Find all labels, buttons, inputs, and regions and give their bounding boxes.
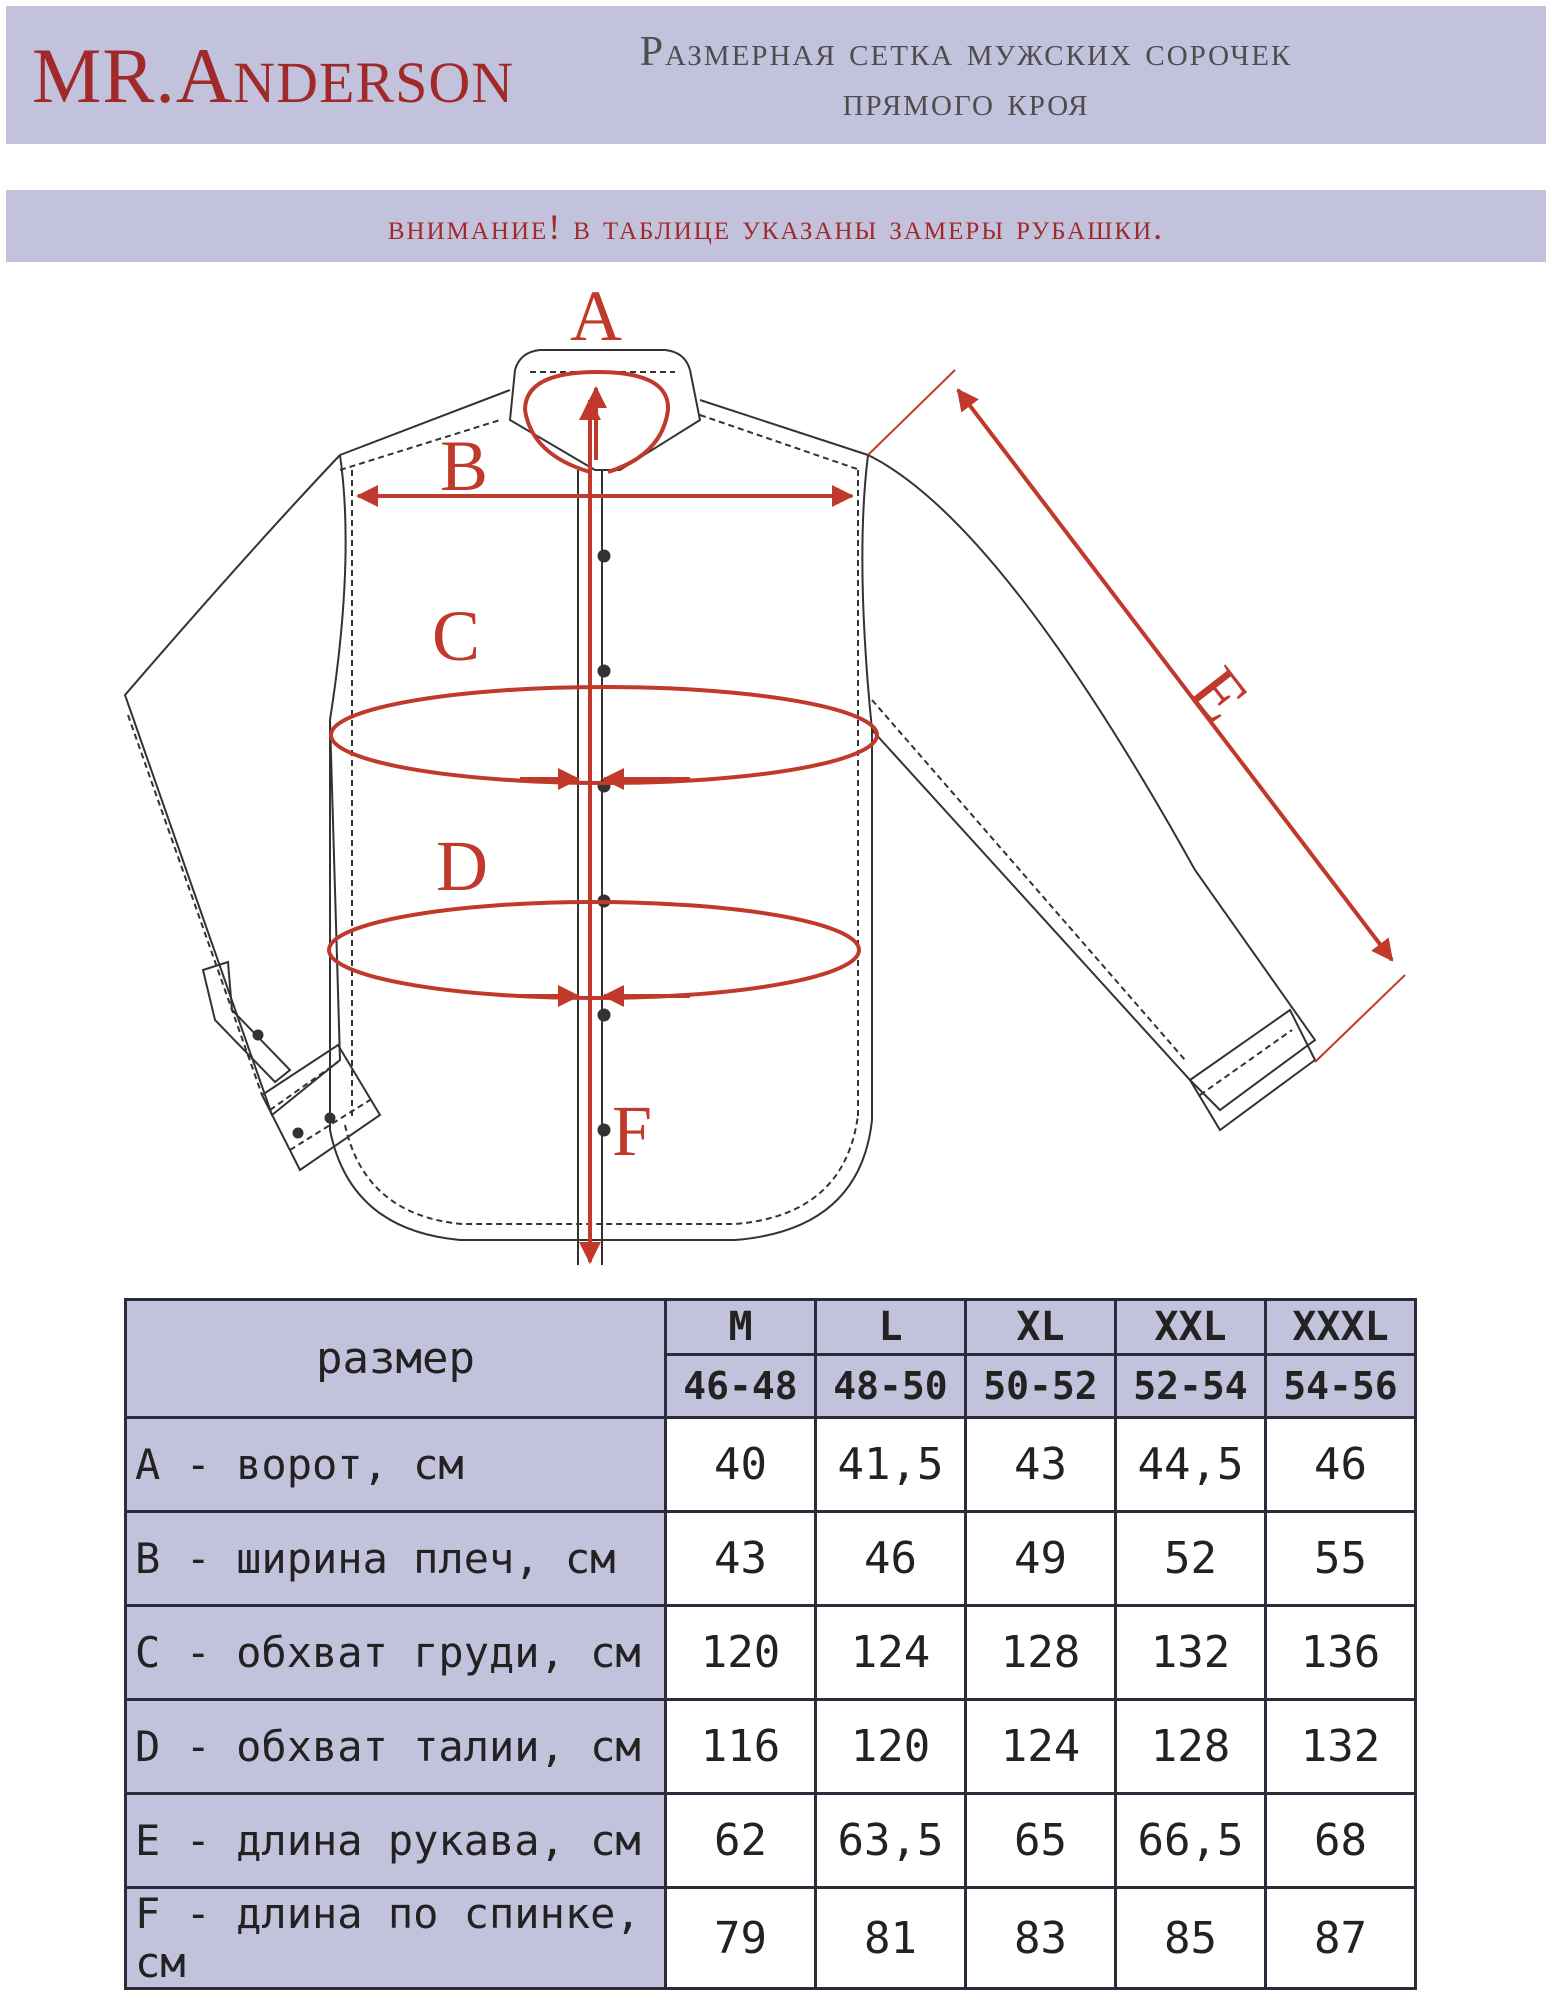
brand-name-rest: NDERSON [233, 50, 515, 115]
table-row [126, 1794, 1416, 1888]
size-code: L [816, 1300, 966, 1355]
table-cell: 46 [816, 1512, 966, 1606]
table-cell: 85 [1116, 1888, 1266, 1989]
table-cell: 120 [666, 1606, 816, 1700]
size-code: M [666, 1300, 816, 1355]
row-label: A - ворот, см [126, 1418, 666, 1512]
size-code: XXL [1116, 1300, 1266, 1355]
table-cell: 49 [966, 1512, 1116, 1606]
table-cell: 63,5 [816, 1794, 966, 1888]
table-row [126, 1512, 1416, 1606]
brand-dot: . [155, 32, 176, 119]
table-cell: 128 [1116, 1700, 1266, 1794]
measurement-labels [432, 276, 1264, 1171]
table-cell: 132 [1266, 1700, 1416, 1794]
size-range: 54-56 [1266, 1355, 1416, 1418]
row-label: D - обхват талии, см [126, 1700, 666, 1794]
row-label: E - длина рукава, см [126, 1794, 666, 1888]
measurement-marks [329, 370, 1405, 1262]
page-title-line-1: Размерная сетка мужских сорочек [639, 29, 1293, 75]
table-cell: 83 [966, 1888, 1116, 1989]
label-e: E [1174, 652, 1265, 737]
label-c: C [432, 596, 481, 676]
table-cell: 43 [966, 1418, 1116, 1512]
table-cell: 55 [1266, 1512, 1416, 1606]
table-cell: 136 [1266, 1606, 1416, 1700]
table-cell: 124 [816, 1606, 966, 1700]
table-cell: 62 [666, 1794, 816, 1888]
measure-d-waist [329, 902, 859, 998]
table-cell: 116 [666, 1700, 816, 1794]
shirt-outline [125, 350, 1315, 1265]
size-header: размер [126, 1300, 666, 1418]
size-range: 52-54 [1116, 1355, 1266, 1418]
size-table [124, 1298, 1417, 1990]
label-d: D [436, 826, 488, 906]
row-label: C - обхват груди, см [126, 1606, 666, 1700]
shirt-diagram [0, 270, 1552, 1290]
size-range: 48-50 [816, 1355, 966, 1418]
table-cell: 81 [816, 1888, 966, 1989]
measure-c-chest [331, 687, 877, 783]
row-label: B - ширина плеч, см [126, 1512, 666, 1606]
label-b: B [440, 426, 489, 506]
table-cell: 79 [666, 1888, 816, 1989]
size-code: XL [966, 1300, 1116, 1355]
size-code: XXXL [1266, 1300, 1416, 1355]
table-cell: 40 [666, 1418, 816, 1512]
brand-initial: A [175, 32, 234, 119]
brand-prefix: MR [32, 32, 156, 119]
table-cell: 132 [1116, 1606, 1266, 1700]
notice-band [6, 190, 1546, 262]
table-cell: 120 [816, 1700, 966, 1794]
table-cell: 66,5 [1116, 1794, 1266, 1888]
table-cell: 128 [966, 1606, 1116, 1700]
table-row [126, 1606, 1416, 1700]
table-cell: 44,5 [1116, 1418, 1266, 1512]
label-a: A [570, 276, 622, 356]
size-range: 50-52 [966, 1355, 1116, 1418]
table-cell: 65 [966, 1794, 1116, 1888]
size-code-row [126, 1300, 1416, 1355]
size-range: 46-48 [666, 1355, 816, 1418]
brand-logo [32, 32, 515, 123]
table-cell: 87 [1266, 1888, 1416, 1989]
header-band [6, 6, 1546, 144]
table-row [126, 1700, 1416, 1794]
table-cell: 52 [1116, 1512, 1266, 1606]
table-cell: 43 [666, 1512, 816, 1606]
notice-text: внимание! в таблице указаны замеры рубашки. [387, 207, 1165, 247]
row-label: F - длина по спинке, см [126, 1888, 666, 1989]
table-cell: 124 [966, 1700, 1116, 1794]
table-cell: 41,5 [816, 1418, 966, 1512]
page-title-line-2: прямого кроя [842, 79, 1090, 125]
table-row [126, 1418, 1416, 1512]
table-row [126, 1888, 1416, 1989]
table-cell: 46 [1266, 1418, 1416, 1512]
table-cell: 68 [1266, 1794, 1416, 1888]
label-f: F [612, 1091, 653, 1171]
